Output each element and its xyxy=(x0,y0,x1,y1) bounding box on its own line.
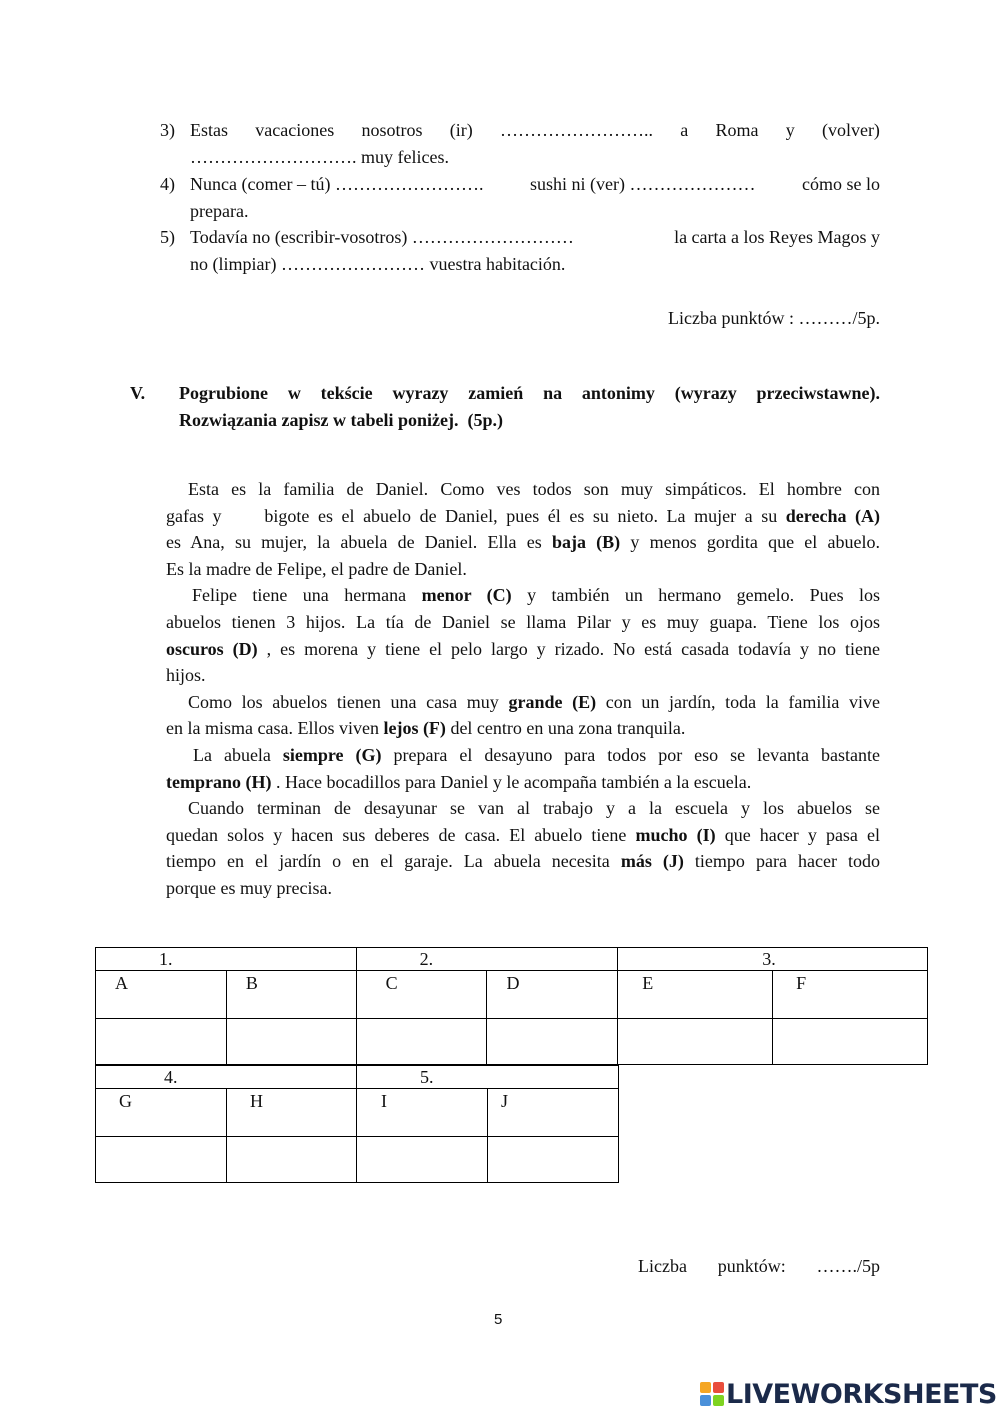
letter-label-c: C xyxy=(356,971,487,1019)
item-3-line-1: Estas vacaciones nosotros (ir) …………………….. a Roma y (volver) xyxy=(190,117,880,144)
answer-table-bottom xyxy=(95,1065,619,1183)
text-line: quedan solos y hacen sus deberes de casa. El abuelo tiene mucho (I) que hacer y pasa el xyxy=(166,824,881,845)
letter-label-a: A xyxy=(96,971,227,1019)
instruction-line-2: Rozwiązania zapisz w tabeli poniżej. (5p.) xyxy=(179,410,503,430)
letter-label-g: G xyxy=(96,1089,227,1137)
bold-word-g: siempre (G) xyxy=(282,744,382,765)
group-header-5: 5. xyxy=(357,1066,619,1089)
text-line: Cuando terminan de desayunar se van al trabajo y a la escuela y los abuelos se xyxy=(188,798,880,819)
text-line: Felipe tiene una hermana menor (C) y también un hermano gemelo. Pues los xyxy=(192,585,881,606)
answer-cell-f[interactable] xyxy=(773,1019,928,1065)
section-numeral: V. xyxy=(130,383,146,403)
bold-word-h: temprano (H) xyxy=(166,771,272,792)
group-header-2: 2. xyxy=(356,948,618,971)
bold-word-j: más (J) xyxy=(620,851,684,872)
answer-cell-a[interactable] xyxy=(96,1019,227,1065)
item-3-line-2[interactable]: ………………………. muy felices. xyxy=(190,147,449,167)
letter-label-h: H xyxy=(227,1089,357,1137)
text-line: gafas y bigote es el abuelo de Daniel, pues él es su nieto. La mujer a su derecha (A) xyxy=(166,505,881,526)
text-line: hijos. xyxy=(166,665,206,686)
letter-label-e: E xyxy=(618,971,773,1019)
letter-label-b: B xyxy=(226,971,356,1019)
points-score-4: Liczba punktów : ………/5p. xyxy=(668,308,880,328)
item-5-line-2[interactable]: no (limpiar) …………………… vuestra habitación. xyxy=(190,254,566,274)
text-line: Es la madre de Felipe, el padre de Daniel. xyxy=(166,558,467,579)
item-4-line-2: prepara. xyxy=(190,201,249,221)
answer-cell-i[interactable] xyxy=(357,1137,488,1183)
text-line: Esta es la familia de Daniel. Como ves todos son muy simpáticos. El hombre con xyxy=(188,479,880,499)
letter-label-i: I xyxy=(357,1089,488,1137)
answer-cell-e[interactable] xyxy=(618,1019,773,1065)
text-line: tiempo en el jardín o en el garaje. La abuela necesita más (J) tiempo para hacer todo xyxy=(166,851,880,872)
answer-cell-h[interactable] xyxy=(227,1137,357,1183)
logo-grid-icon xyxy=(700,1382,724,1406)
answer-cell-d[interactable] xyxy=(487,1019,618,1065)
letter-label-f: F xyxy=(773,971,928,1019)
text-line: temprano (H) . Hace bocadillos para Daniel y le acompaña también a la escuela. xyxy=(166,771,752,792)
bold-word-c: menor (C) xyxy=(421,585,512,606)
group-header-3: 3. xyxy=(618,948,928,971)
item-4-line-1: Nunca (comer – tú) ……………………. sushi ni (ver) ………………… cómo se lo xyxy=(190,174,880,194)
text-line: porque es muy precisa. xyxy=(166,877,332,898)
bold-word-e: grande (E) xyxy=(508,691,597,712)
text-line: abuelos tienen 3 hijos. La tía de Daniel se llama Pilar y es muy guapa. Tiene los ojos xyxy=(166,611,880,632)
text-line: es Ana, su mujer, la abuela de Daniel. Ella es baja (B) y menos gordita que el abuelo. xyxy=(166,532,881,553)
liveworksheets-logo xyxy=(700,1379,997,1409)
answer-cell-j[interactable] xyxy=(488,1137,619,1183)
answer-cell-c[interactable] xyxy=(356,1019,487,1065)
bold-word-f: lejos (F) xyxy=(383,718,446,739)
answer-cell-b[interactable] xyxy=(226,1019,356,1065)
points-score-5: Liczba punktów: ……./5p xyxy=(638,1256,880,1276)
instruction-line-1: Pogrubione w tekście wyrazy zamień na antonimy (wyrazy przeciwstawne). xyxy=(179,383,880,403)
text-line: oscuros (D) , es morena y tiene el pelo largo y rizado. No está casada todavía y no tiene xyxy=(166,638,880,659)
item-number: 4) xyxy=(160,174,175,194)
group-header-4: 4. xyxy=(96,1066,357,1089)
bold-word-b: baja (B) xyxy=(551,532,621,553)
text-line: Como los abuelos tienen una casa muy grande (E) con un jardín, toda la familia vive xyxy=(188,691,881,712)
group-header-1: 1. xyxy=(96,948,357,971)
answer-cell-g[interactable] xyxy=(96,1137,227,1183)
bold-word-d: oscuros (D) xyxy=(166,638,258,659)
item-number: 5) xyxy=(160,227,175,247)
item-number: 3) xyxy=(160,120,175,140)
item-5-line-1: Todavía no (escribir-vosotros) ……………………… la carta a los Reyes Magos y xyxy=(190,227,880,247)
brand-name: LIVEWORKSHEETS xyxy=(726,1378,997,1410)
text-line: La abuela siempre (G) prepara el desayuno para todos por eso se levanta bastante xyxy=(193,744,880,765)
bold-word-i: mucho (I) xyxy=(635,824,716,845)
answer-table-top xyxy=(95,947,928,1065)
answer-blank[interactable]: …………………….. xyxy=(499,120,653,140)
page-number: 5 xyxy=(494,1311,503,1328)
text-line: en la misma casa. Ellos viven lejos (F) del centro en una zona tranquila. xyxy=(166,718,686,739)
letter-label-d: D xyxy=(487,971,618,1019)
reading-text xyxy=(166,476,880,902)
letter-label-j: J xyxy=(488,1089,619,1137)
bold-word-a: derecha (A) xyxy=(785,505,881,526)
